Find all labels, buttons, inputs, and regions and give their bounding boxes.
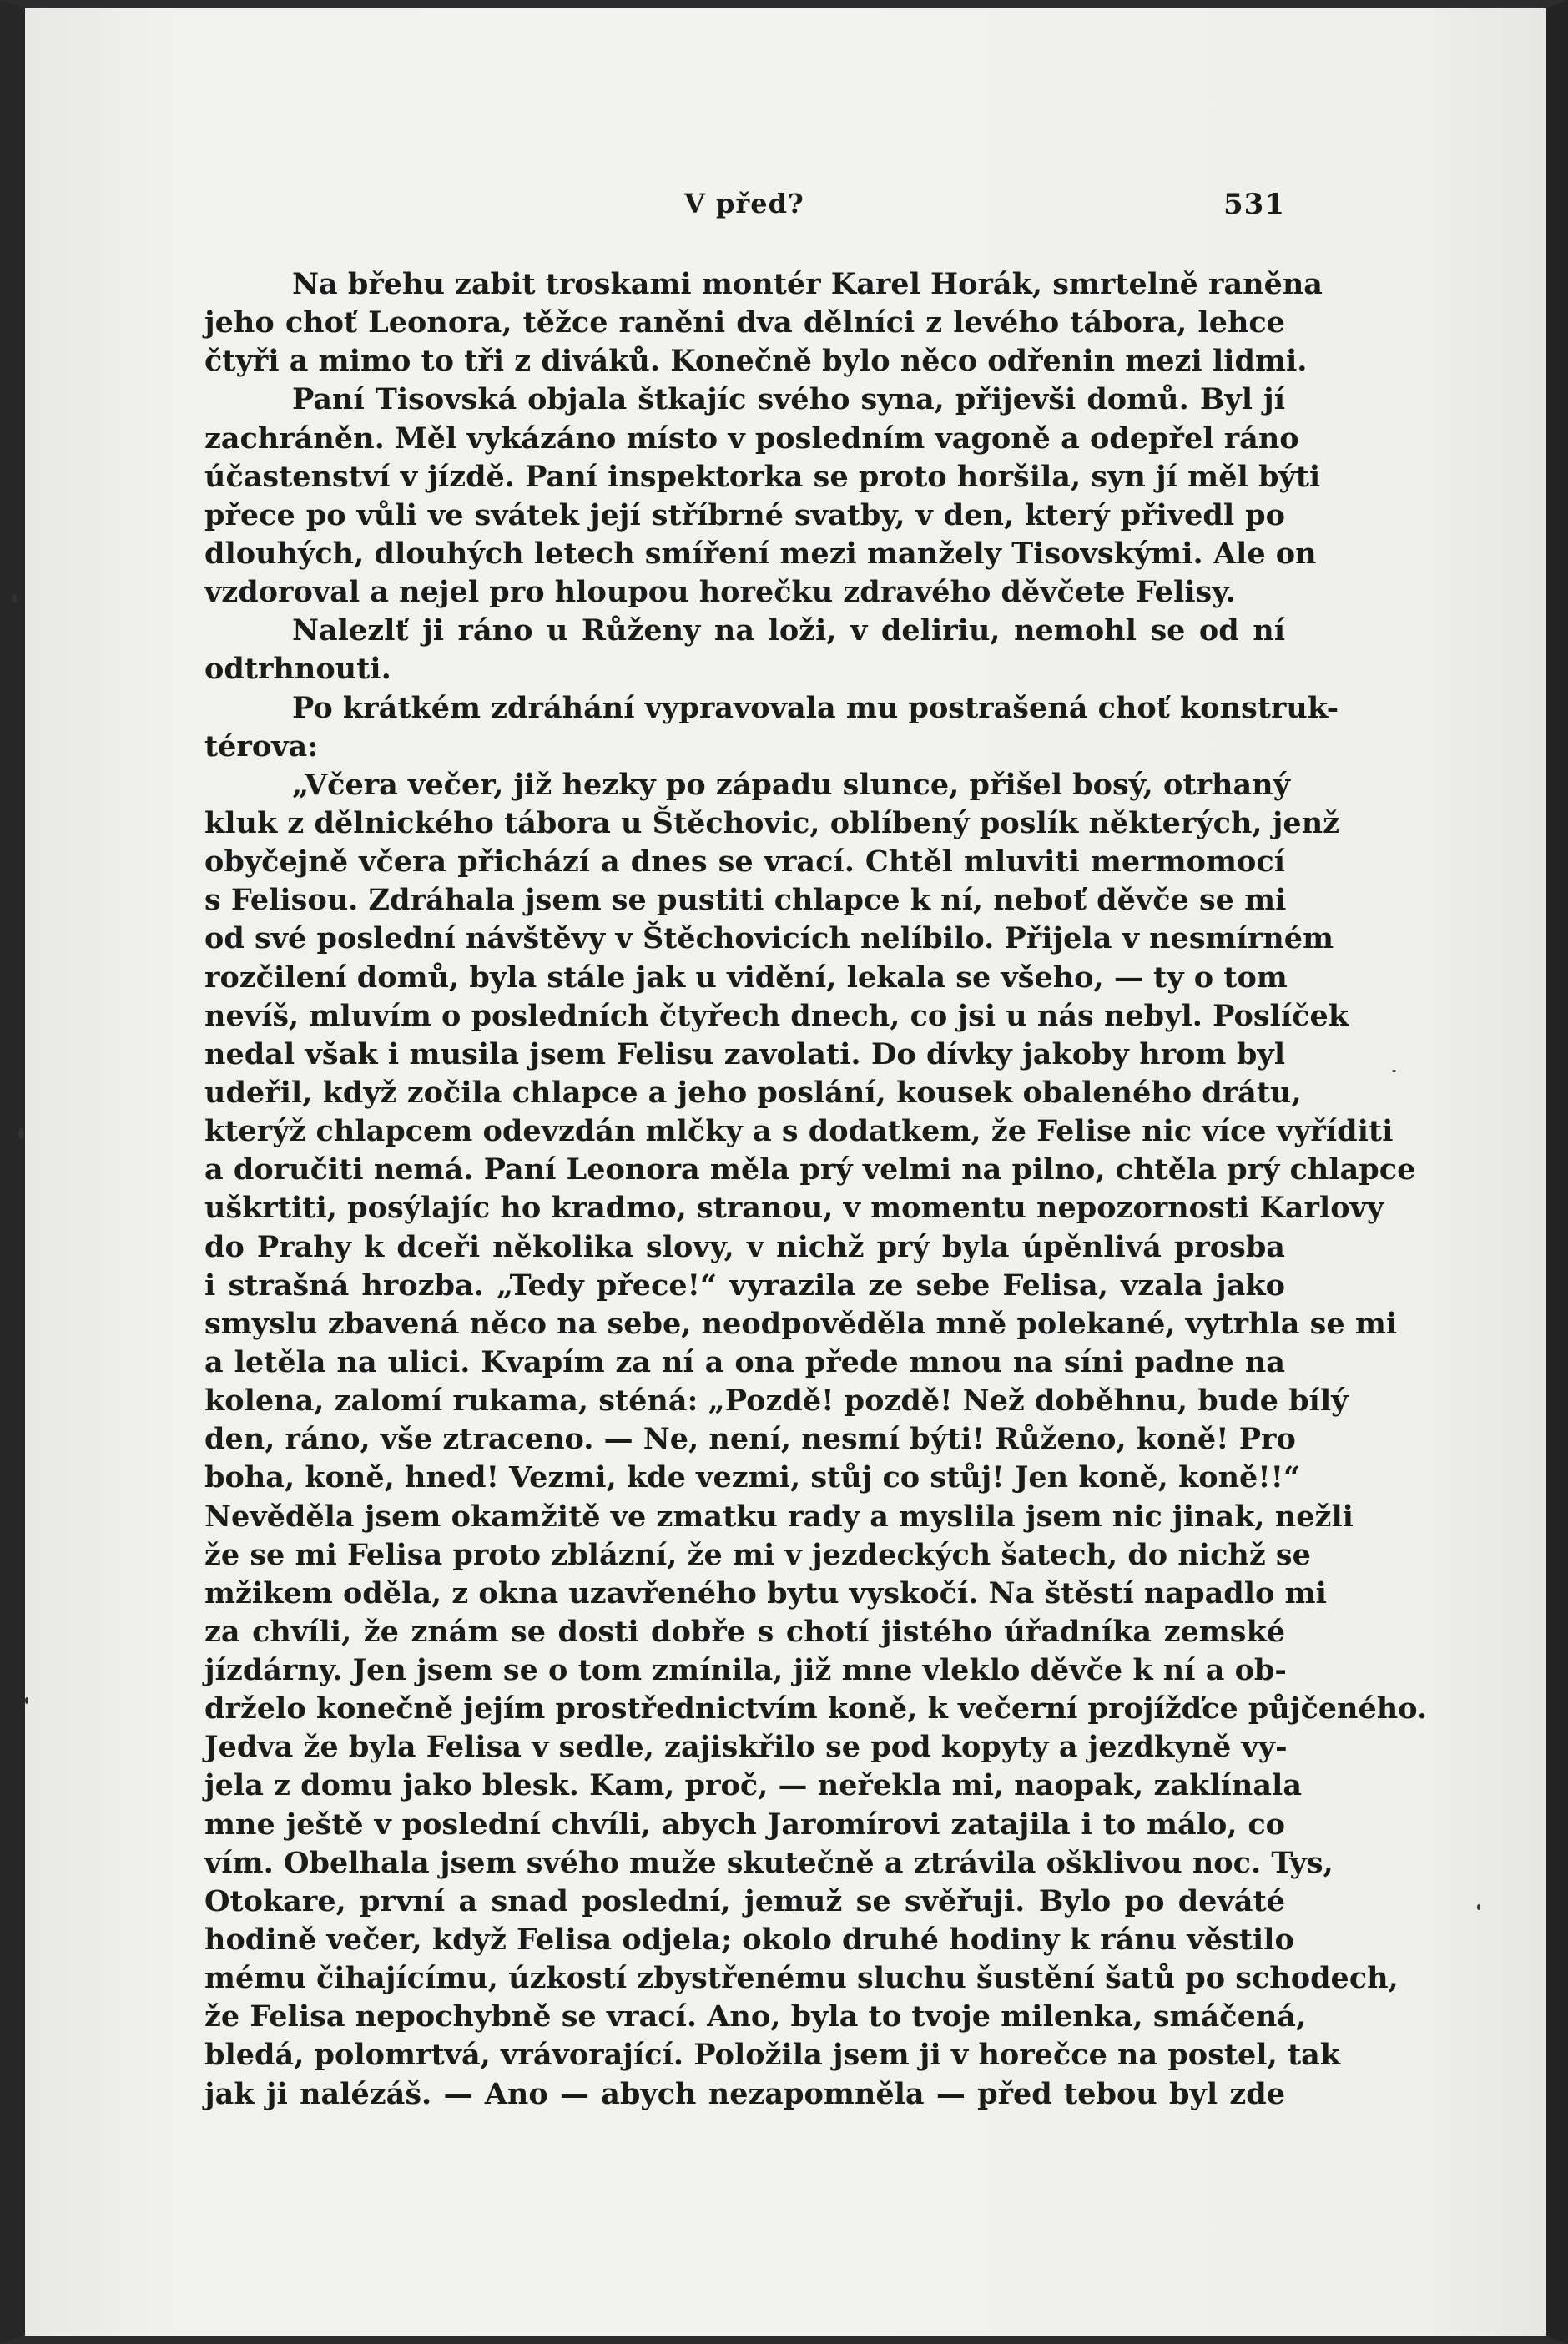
text-line: Nevěděla jsem okamžitě ve zmatku rady a myslila jsem nic jinak, nežli (204, 1499, 1354, 1534)
text-line: přece po vůli ve svátek její stříbrné svatby, v den, který přivedl po (204, 497, 1285, 532)
scan-speck (12, 594, 17, 602)
text-line: Na břehu zabit troskami montér Karel Horák, smrtelně raněna (292, 267, 1323, 301)
text-line: do Prahy k dceři několika slovy, v nichž prý byla úpěnlivá prosba (204, 1229, 1285, 1264)
text-line: že se mi Felisa proto zblázní, že mi v jezdeckých šatech, do nichž se (204, 1537, 1311, 1572)
text-line: Otokare, první a snad poslední, jemuž se svěřuji. Bylo po deváté (204, 1883, 1285, 1918)
text-line: účastenství v jízdě. Paní inspektorka se proto horšila, syn jí měl býti (204, 459, 1321, 494)
text-line: s Felisou. Zdráhala jsem se pustiti chlapce k ní, neboť děvče se mi (204, 883, 1287, 918)
text-line: udeřil, když zočila chlapce a jeho poslání, kousek obaleného drátu, (204, 1075, 1302, 1110)
body-text (204, 265, 1428, 2114)
text-line: kterýž chlapcem odevzdán mlčky a s dodatkem, že Felise nic více vyříditi (204, 1114, 1394, 1149)
text-line: zachráněn. Měl vykázáno místo v posledním vagoně a odepřel ráno (204, 421, 1299, 456)
text-line: čtyři a mimo to tři z diváků. Konečně bylo něco odřenin mezi lidmi. (204, 344, 1308, 379)
text-line: jeho choť Leonora, těžce raněni dva dělníci z levého tábora, lehce (204, 305, 1285, 340)
text-line: smyslu zbavená něco na sebe, neodpověděla mně polekané, vytrhla se mi (204, 1306, 1398, 1341)
text-line: jela z domu jako blesk. Kam, proč, — neřekla mi, naopak, zaklínala (204, 1768, 1303, 1803)
text-line: boha, koně, hned! Vezmi, kde vezmi, stůj co stůj! Jen koně, koně!!“ (204, 1460, 1301, 1495)
text-line: Nalezlť ji ráno u Růženy na loži, v deliriu, nemohl se od ní (292, 613, 1285, 648)
page-number: 531 (1223, 188, 1285, 221)
text-line: rozčilení domů, byla stále jak u vidění, lekala se všeho, — ty o tom (204, 960, 1288, 995)
running-title: V před? (684, 188, 804, 219)
text-line: a letěla na ulici. Kvapím za ní a ona přede mnou na síni padne na (204, 1344, 1285, 1379)
text-line: dlouhých, dlouhých letech smíření mezi manžely Tisovskými. Ale on (204, 536, 1317, 571)
text-line: a doručiti nemá. Paní Leonora měla prý velmi na pilno, chtěla prý chlapce (204, 1152, 1416, 1187)
text-line: i strašná hrozba. „Tedy přece!“ vyrazila ze sebe Felisa, vzala jako (204, 1268, 1285, 1303)
text-line: Jedva že byla Felisa v sedle, zajiskřilo se pod kopyty a jezdkyně vy- (204, 1730, 1288, 1765)
text-line: hodině večer, když Felisa odjela; okolo druhé hodiny k ránu věstilo (204, 1923, 1294, 1958)
scan-speck (1392, 1070, 1396, 1072)
text-line: nedal však i musila jsem Felisu zavolati. Do dívky jakoby hrom byl (204, 1036, 1285, 1071)
text-line: za chvíli, že znám se dosti dobře s chotí jistého úřadníka zemské (204, 1614, 1285, 1649)
text-line: kluk z dělnického tábora u Štěchovic, oblíbený poslík některých, jenž (204, 805, 1340, 840)
text-line: Po krátkém zdráhání vypravovala mu postrašená choť konstruk- (292, 690, 1339, 725)
text-line: mne ještě v poslední chvíli, abych Jaromírovi zatajila i to málo, co (204, 1807, 1285, 1842)
scan-speck (1477, 1904, 1480, 1910)
text-line: „Včera večer, již hezky po západu slunce, přišel bosý, otrhaný (292, 767, 1290, 802)
text-line: že Felisa nepochybně se vrací. Ano, byla to tvoje milenka, smáčená, (204, 1999, 1307, 2034)
text-line: obyčejně včera přichází a dnes se vrací. Chtěl mluviti mermomocí (204, 844, 1285, 880)
text-line: jízdárny. Jen jsem se o tom zmínila, již mne vleklo děvče k ní a ob- (204, 1653, 1287, 1688)
text-line: térova: (204, 728, 319, 764)
text-line: nevíš, mluvím o posledních čtyřech dnech, co jsi u nás nebyl. Poslíček (204, 998, 1349, 1033)
text-line: drželo konečně jejím prostřednictvím koně, k večerní projížďce půjčeného. (204, 1691, 1428, 1726)
text-line: mžikem oděla, z okna uzavřeného bytu vyskočí. Na štěstí napadlo mi (204, 1575, 1327, 1611)
text-line: bledá, polomrtvá, vrávorající. Položila jsem ji v horečce na postel, tak (204, 2038, 1341, 2073)
text-line: den, ráno, vše ztraceno. — Ne, není, nesmí býti! Růženo, koně! Pro (204, 1422, 1296, 1457)
text-line: od své poslední návštěvy v Štěchovicích nelíbilo. Přijela v nesmírném (204, 921, 1334, 956)
scan-speck (18, 1128, 24, 1138)
text-line: Paní Tisovská objala štkajíc svého syna, přijevši domů. Byl jí (292, 382, 1285, 417)
text-line: jak ji nalézáš. — Ano — abych nezapomněla — před tebou byl zde (204, 2076, 1285, 2111)
text-line: odtrhnouti. (204, 652, 391, 687)
page-header (204, 188, 1285, 229)
text-line: vzdoroval a nejel pro hloupou horečku zdravého děvčete Felisy. (204, 575, 1236, 610)
text-line: vím. Obelhala jsem svého muže skutečně a ztrávila ošklivou noc. Tys, (204, 1845, 1334, 1880)
text-line: mému čihajícímu, úzkostí zbystřenému sluchu šustění šatů po schodech, (204, 1961, 1399, 1996)
text-line: uškrtiti, posýlajíc ho kradmo, stranou, v momentu nepozornosti Karlovy (204, 1191, 1384, 1226)
scan-speck (25, 1697, 28, 1704)
text-line: kolena, zalomí rukama, sténá: „Pozdě! pozdě! Než doběhnu, bude bílý (204, 1384, 1349, 1419)
